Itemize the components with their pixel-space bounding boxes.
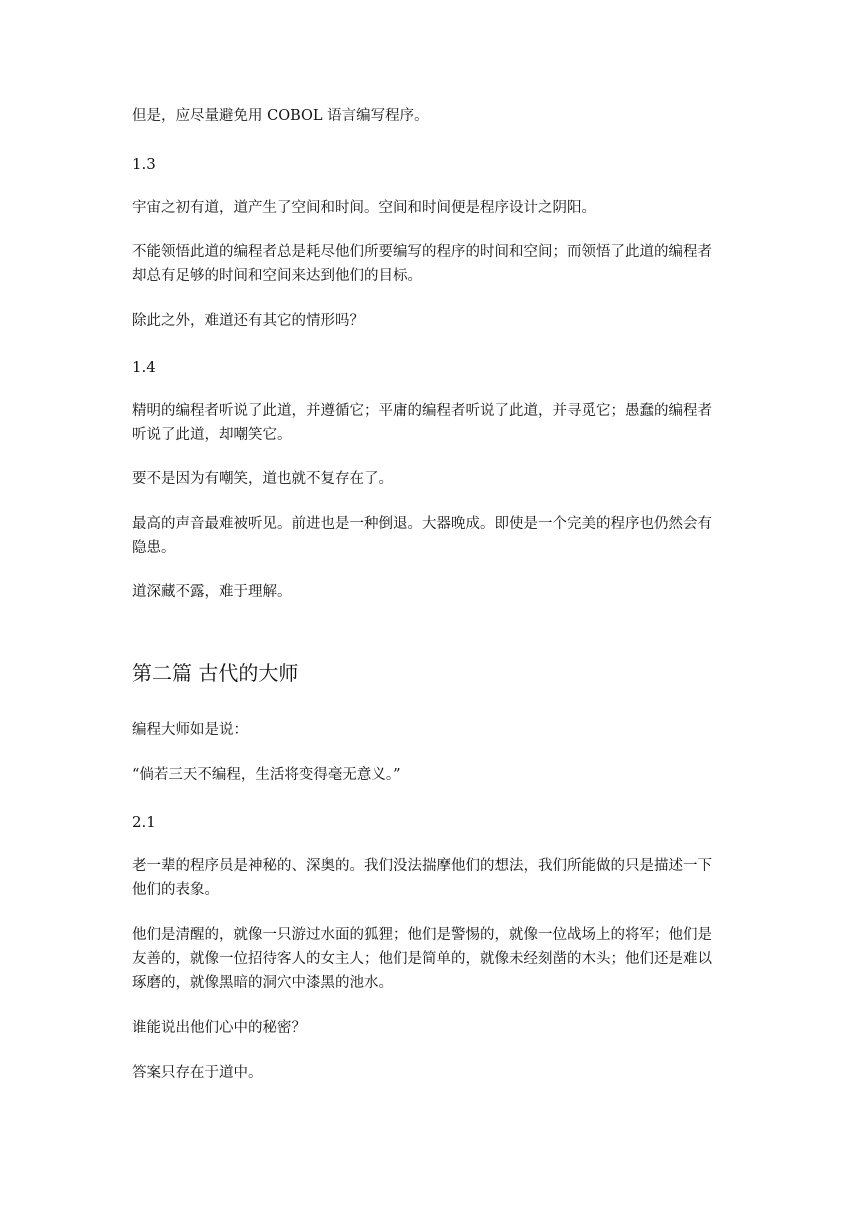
paragraph-line: 却总有足够的时间和空间来达到他们的目标。 xyxy=(132,268,422,284)
paragraph-answer: 答案只存在于道中。 xyxy=(132,1065,263,1081)
paragraph-other-situations: 除此之外，难道还有其它的情形吗？ xyxy=(132,313,364,329)
paragraph-line: 不能领悟此道的编程者总是耗尽他们所要编写的程序的时间和空间；而领悟了此道的编程者 xyxy=(132,244,712,260)
paragraph-line: 他们是清醒的，就像一只游过水面的狐狸；他们是警惕的，就像一位战场上的将军；他们是 xyxy=(132,927,712,943)
section-number-1-4: 1.4 xyxy=(132,358,156,376)
paragraph-line: 精明的编程者听说了此道，并遵循它；平庸的编程者听说了此道，并寻觅它；愚蠢的编程者 xyxy=(132,403,712,419)
paragraph-understanding xyxy=(132,240,744,288)
paragraph-line: 最高的声音最难被听见。前进也是一种倒退。大器晚成。即使是一个完美的程序也仍然会有 xyxy=(132,516,712,532)
paragraph-universe: 宇宙之初有道，道产生了空间和时间。空间和时间便是程序设计之阴阳。 xyxy=(132,200,596,216)
section-number-1-3: 1.3 xyxy=(132,155,156,173)
paragraph-hidden-tao: 道深藏不露，难于理解。 xyxy=(132,584,292,600)
paragraph-line: 友善的，就像一位招待客人的女主人；他们是简单的，就像未经刻凿的木头；他们还是难以 xyxy=(132,951,712,967)
paragraph-highest-sound xyxy=(132,512,744,560)
paragraph-old-programmers xyxy=(132,854,744,902)
paragraph-master-says: 编程大师如是说： xyxy=(132,722,248,738)
paragraph-line: 琢磨的，就像黑暗的洞穴中漆黑的池水。 xyxy=(132,975,393,991)
paragraph-line: 老一辈的程序员是神秘的、深奥的。我们没法揣摩他们的想法，我们所能做的只是描述一下 xyxy=(132,858,712,874)
paragraph-line: 听说了此道，却嘲笑它。 xyxy=(132,427,292,443)
paragraph-cobol: 但是，应尽量避免用 COBOL 语言编写程序。 xyxy=(132,108,429,124)
paragraph-programmers-hear xyxy=(132,399,744,447)
paragraph-line: 他们的表象。 xyxy=(132,882,219,898)
chapter-title: 第二篇 古代的大师 xyxy=(132,661,299,685)
paragraph-laughter: 要不是因为有嘲笑，道也就不复存在了。 xyxy=(132,471,393,487)
paragraph-quote: “倘若三天不编程，生活将变得毫无意义。” xyxy=(132,767,401,783)
paragraph-they-are xyxy=(132,923,744,995)
paragraph-secret: 谁能说出他们心中的秘密？ xyxy=(132,1020,306,1036)
section-number-2-1: 2.1 xyxy=(132,813,156,831)
paragraph-line: 隐患。 xyxy=(132,540,176,556)
